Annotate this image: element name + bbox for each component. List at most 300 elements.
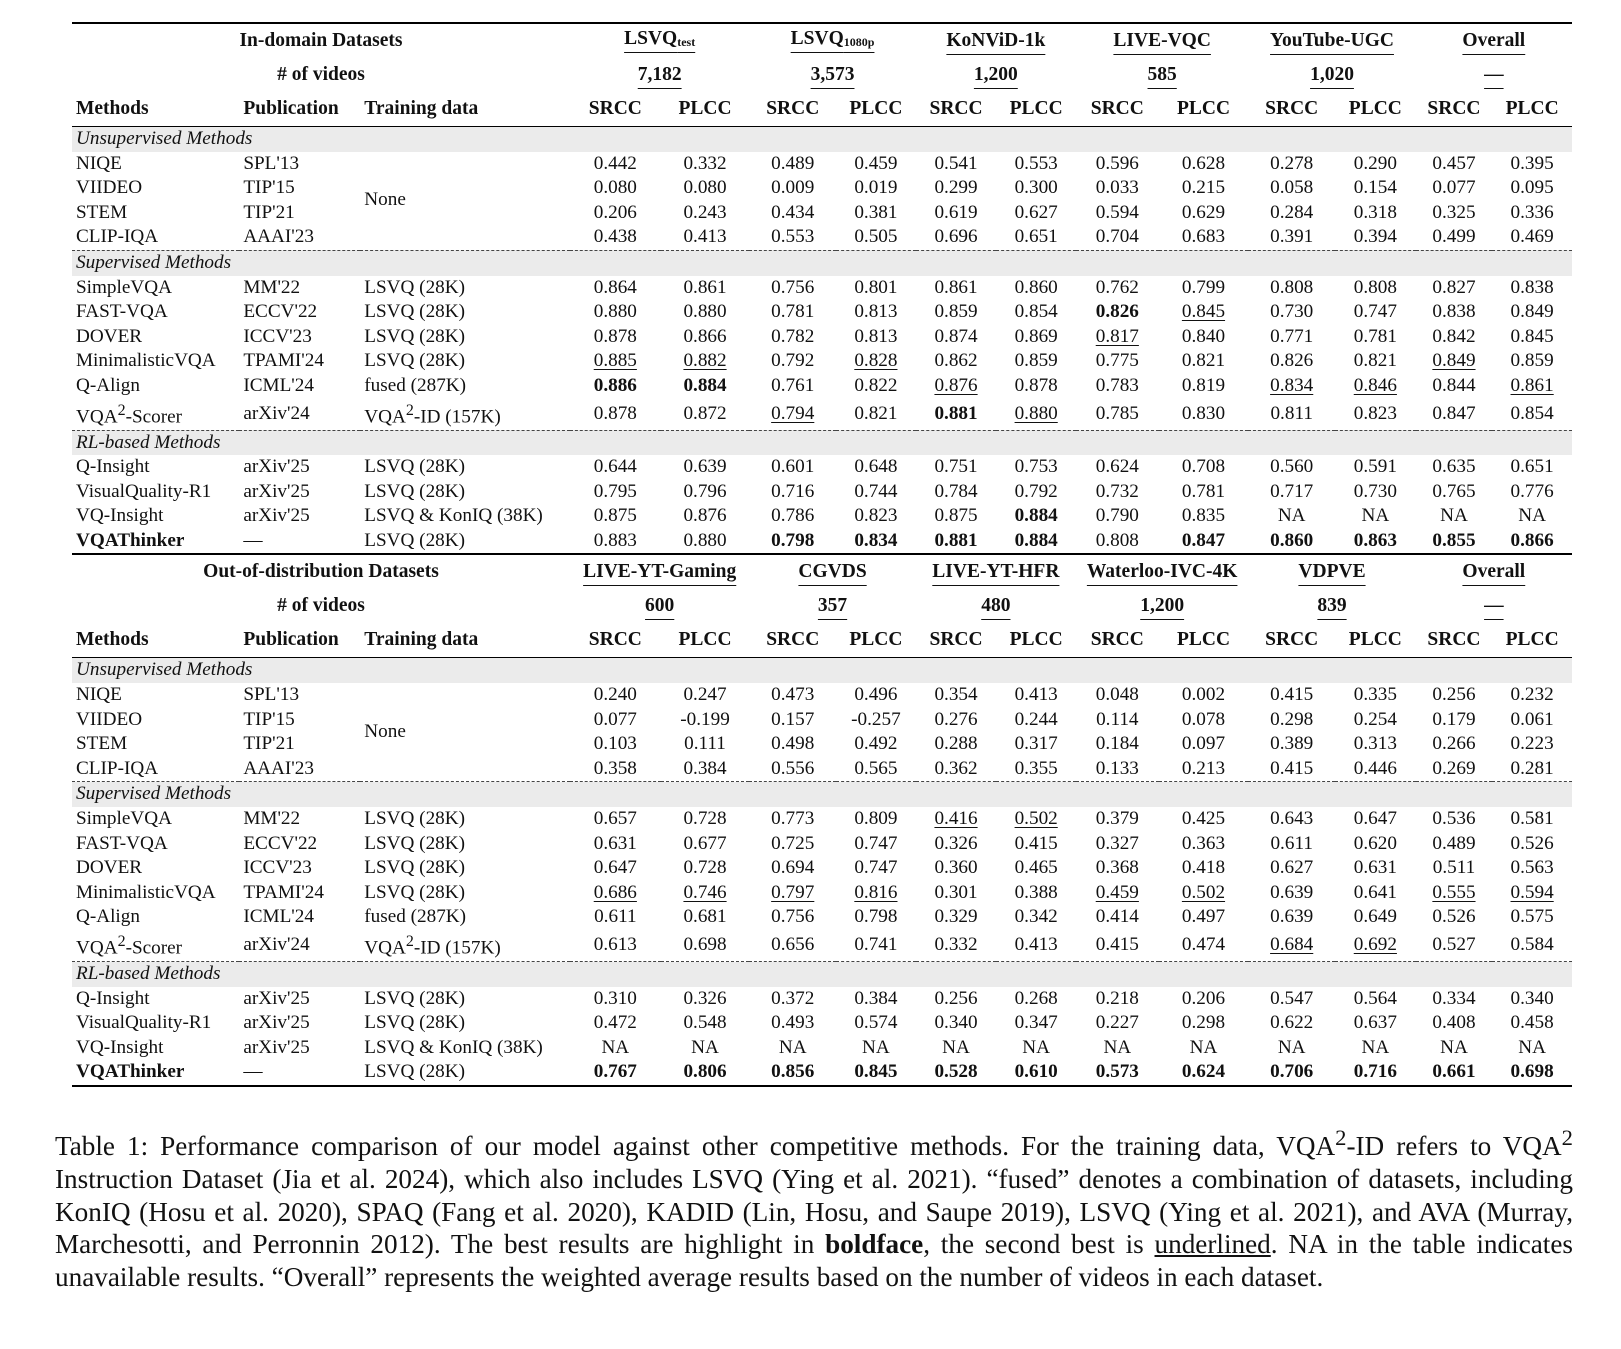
plcc-value: 0.849 xyxy=(1510,301,1554,323)
plcc-header: PLCC xyxy=(836,92,916,127)
plcc-value: 0.816 xyxy=(854,881,898,903)
method-name xyxy=(72,757,239,782)
srcc-value: 0.415 xyxy=(1095,934,1139,956)
table-row xyxy=(72,225,1572,250)
srcc-value: 0.773 xyxy=(771,808,815,830)
plcc-value: 0.753 xyxy=(1014,456,1058,478)
plcc-value: 0.575 xyxy=(1510,906,1554,928)
plcc-value: 0.332 xyxy=(683,152,727,174)
srcc-value: 0.556 xyxy=(771,757,815,779)
training-data xyxy=(360,1036,570,1061)
srcc-value: 0.627 xyxy=(1270,857,1314,879)
method-name xyxy=(72,807,239,832)
srcc-value: 0.553 xyxy=(771,226,815,248)
srcc-value: 0.781 xyxy=(771,301,815,323)
plcc-value: 0.835 xyxy=(1181,505,1226,527)
table-row xyxy=(72,399,1572,430)
table-row xyxy=(72,349,1572,374)
plcc-value: 0.553 xyxy=(1014,152,1058,174)
plcc-value: 0.078 xyxy=(1181,708,1226,730)
training-data: None xyxy=(364,720,406,742)
plcc-value: 0.232 xyxy=(1510,684,1554,706)
srcc-value: 0.278 xyxy=(1270,152,1314,174)
plcc-value: 0.861 xyxy=(1510,374,1554,396)
plcc-value: 0.413 xyxy=(1014,934,1058,956)
method-text: CLIP-IQA xyxy=(76,226,159,248)
srcc-value: 0.301 xyxy=(934,881,978,903)
training-text: VQA xyxy=(364,937,406,959)
plcc-header: PLCC xyxy=(1492,92,1572,127)
dataset-header xyxy=(1076,554,1248,589)
method-text: MinimalisticVQA xyxy=(76,350,216,372)
srcc-value: 0.696 xyxy=(934,226,978,248)
srcc-value: 0.114 xyxy=(1096,708,1139,730)
plcc-value: 0.781 xyxy=(1353,325,1397,347)
plcc-value: 0.880 xyxy=(1014,402,1058,424)
plcc-value: 0.465 xyxy=(1014,857,1058,879)
methods-header: Methods xyxy=(72,92,239,127)
plcc-value: 0.628 xyxy=(1181,152,1226,174)
srcc-value: 0.077 xyxy=(593,708,637,730)
group-label: Unsupervised Methods xyxy=(72,127,1572,152)
publication: TIP'15 xyxy=(243,708,295,730)
section-header-row xyxy=(72,554,1572,589)
srcc-value: 0.379 xyxy=(1095,808,1139,830)
plcc-value: 0.492 xyxy=(854,733,898,755)
section-header-row xyxy=(72,23,1572,58)
plcc-value: 0.830 xyxy=(1181,402,1226,424)
training-data xyxy=(360,807,570,832)
method-text: STEM xyxy=(76,201,128,223)
srcc-value: 0.541 xyxy=(934,152,978,174)
srcc-value: 0.457 xyxy=(1432,152,1476,174)
method-text: Q-Align xyxy=(76,906,140,928)
plcc-value: 0.413 xyxy=(1014,684,1058,706)
srcc-header: SRCC xyxy=(570,92,661,127)
plcc-value: 0.425 xyxy=(1181,808,1226,830)
plcc-value: 0.591 xyxy=(1353,456,1397,478)
srcc-value: 0.761 xyxy=(771,374,815,396)
srcc-value: 0.498 xyxy=(771,733,815,755)
table-row xyxy=(72,757,1572,782)
plcc-value: 0.594 xyxy=(1510,881,1554,903)
table-row xyxy=(72,881,1572,906)
srcc-value: 0.611 xyxy=(1270,832,1313,854)
dataset-name: VDPVE xyxy=(1298,561,1366,583)
srcc-value: 0.786 xyxy=(771,505,815,527)
plcc-value: 0.505 xyxy=(854,226,898,248)
srcc-value: 0.601 xyxy=(771,456,815,478)
srcc-value: 0.033 xyxy=(1095,177,1139,199)
dataset-name: Overall xyxy=(1462,561,1526,583)
method-name xyxy=(72,856,239,881)
plcc-value: 0.111 xyxy=(684,733,726,755)
training-data xyxy=(360,856,570,881)
srcc-value: 0.811 xyxy=(1270,402,1313,424)
plcc-value: 0.019 xyxy=(854,177,898,199)
method-name xyxy=(72,201,239,226)
training-data xyxy=(360,504,570,529)
srcc-header: SRCC xyxy=(570,623,661,658)
publication: AAAI'23 xyxy=(243,757,314,779)
srcc-value: 0.334 xyxy=(1432,987,1476,1009)
srcc-value: 0.329 xyxy=(934,906,978,928)
srcc-value: 0.438 xyxy=(593,226,637,248)
plcc-value: 0.813 xyxy=(854,301,898,323)
dataset-name: KoNViD-1k xyxy=(946,29,1046,51)
plcc-value: 0.884 xyxy=(996,529,1076,555)
plcc-value: 0.244 xyxy=(1014,708,1058,730)
srcc-value: 0.528 xyxy=(916,1060,997,1086)
training-text: LSVQ & KonIQ (38K) xyxy=(364,505,543,527)
srcc-value: 0.643 xyxy=(1270,808,1314,830)
srcc-value: 0.511 xyxy=(1432,857,1476,879)
method-name xyxy=(72,1060,239,1086)
plcc-value: 0.806 xyxy=(661,1060,750,1086)
plcc-value: -0.257 xyxy=(851,708,901,730)
training-text: LSVQ (28K) xyxy=(364,276,466,298)
method-text: Q-Align xyxy=(76,374,140,396)
plcc-value: 0.061 xyxy=(1510,708,1554,730)
method-tail: -Scorer xyxy=(125,405,183,427)
plcc-value: 0.847 xyxy=(1159,529,1249,555)
plcc-value: 0.882 xyxy=(683,350,727,372)
training-text: LSVQ (28K) xyxy=(364,350,466,372)
srcc-value: 0.771 xyxy=(1270,325,1314,347)
method-text: VQAThinker xyxy=(76,529,185,551)
plcc-value: 0.741 xyxy=(854,934,898,956)
training-text: LSVQ (28K) xyxy=(364,1061,466,1083)
plcc-value: 0.866 xyxy=(683,325,727,347)
srcc-value: 0.864 xyxy=(593,276,637,298)
plcc-value: 0.698 xyxy=(1492,1060,1572,1086)
dataset-header xyxy=(1076,23,1248,58)
video-count: — xyxy=(1484,595,1504,617)
srcc-value: 0.489 xyxy=(1432,832,1476,854)
plcc-header: PLCC xyxy=(661,623,750,658)
srcc-value: 0.765 xyxy=(1432,480,1476,502)
plcc-value: 0.313 xyxy=(1353,733,1397,755)
training-data xyxy=(360,455,570,480)
plcc-value: 0.747 xyxy=(1353,301,1397,323)
plcc-value: 0.838 xyxy=(1510,276,1554,298)
video-count: 7,182 xyxy=(637,63,682,85)
srcc-value: 0.881 xyxy=(934,402,978,424)
srcc-value: 0.849 xyxy=(1432,350,1476,372)
srcc-value: 0.372 xyxy=(771,987,815,1009)
plcc-header: PLCC xyxy=(996,623,1076,658)
publication: arXiv'25 xyxy=(243,480,310,502)
plcc-value: NA xyxy=(1361,1036,1390,1058)
srcc-header: SRCC xyxy=(749,92,836,127)
video-count: 1,200 xyxy=(1140,595,1185,617)
srcc-value: 0.797 xyxy=(771,881,815,903)
srcc-value: 0.756 xyxy=(771,276,815,298)
table-caption: Table 1: Performance comparison of our model against other competitive methods. For the training data, VQA$^2$-ID refers to VQA$^2$ Instruction Dataset (Jia et al. 2024), which also includes LSVQ (Ying et al. 2021). “fused” denotes a combination of datasets, including KonIQ (Hosu et al. 2020), SPAQ (Fang et al. 2020), KADID (Lin, Hosu, and Saupe 2019), LSVQ (Ying et al. 2021), and AVA (Murray, Marchesotti, and Perronnin 2012). The best results are highlight in boldface, the second best is underlined. NA in the table indicates unavailable results. “Overall” represents the weighted average results based on the number of videos in each dataset. xyxy=(55,1125,1573,1293)
plcc-value: 0.819 xyxy=(1181,374,1226,396)
srcc-header: SRCC xyxy=(1248,92,1335,127)
srcc-value: 0.730 xyxy=(1270,301,1314,323)
srcc-value: 0.826 xyxy=(1270,350,1314,372)
plcc-value: 0.866 xyxy=(1492,529,1572,555)
plcc-value: 0.822 xyxy=(854,374,898,396)
plcc-value: 0.647 xyxy=(1353,808,1397,830)
publication: ICML'24 xyxy=(243,374,314,396)
srcc-value: 0.684 xyxy=(1270,934,1314,956)
videos-label: # of videos xyxy=(277,595,365,617)
srcc-value: 0.798 xyxy=(749,529,836,555)
publication: TPAMI'24 xyxy=(243,350,324,372)
dataset-name: CGVDS xyxy=(798,561,867,583)
table-row xyxy=(72,1011,1572,1036)
table-row xyxy=(72,480,1572,505)
plcc-value: 0.834 xyxy=(836,529,916,555)
plcc-value: 0.347 xyxy=(1014,1012,1058,1034)
table-row xyxy=(72,987,1572,1012)
plcc-value: 0.610 xyxy=(996,1060,1076,1086)
srcc-header: SRCC xyxy=(916,623,997,658)
plcc-header: PLCC xyxy=(1335,92,1416,127)
srcc-value: 0.596 xyxy=(1095,152,1139,174)
plcc-value: 0.363 xyxy=(1181,832,1226,854)
srcc-value: 0.103 xyxy=(593,733,637,755)
plcc-value: 0.854 xyxy=(1510,402,1554,424)
training-data xyxy=(360,881,570,906)
training-data xyxy=(360,529,570,555)
method-text: FAST-VQA xyxy=(76,301,168,323)
srcc-value: 0.360 xyxy=(934,857,978,879)
plcc-value: 0.651 xyxy=(1014,226,1058,248)
method-name xyxy=(72,300,239,325)
method-name xyxy=(72,480,239,505)
plcc-value: 0.318 xyxy=(1353,201,1397,223)
method-name xyxy=(72,152,239,177)
method-name xyxy=(72,732,239,757)
srcc-value: 0.826 xyxy=(1095,301,1139,323)
publication: TIP'21 xyxy=(243,733,295,755)
srcc-header: SRCC xyxy=(1416,623,1493,658)
table-row xyxy=(72,732,1572,757)
training-data xyxy=(360,374,570,399)
plcc-value: 0.823 xyxy=(854,505,898,527)
srcc-value: 0.368 xyxy=(1095,857,1139,879)
dataset-header xyxy=(1416,23,1572,58)
method-name xyxy=(72,832,239,857)
plcc-value: 0.563 xyxy=(1510,857,1554,879)
srcc-value: 0.635 xyxy=(1432,456,1476,478)
plcc-value: 0.418 xyxy=(1181,857,1226,879)
srcc-header: SRCC xyxy=(1076,623,1159,658)
plcc-value: 0.861 xyxy=(683,276,727,298)
plcc-value: NA xyxy=(1189,1036,1218,1058)
plcc-value: 0.526 xyxy=(1510,832,1554,854)
srcc-value: 0.206 xyxy=(593,201,637,223)
srcc-value: 0.080 xyxy=(593,177,637,199)
srcc-value: 0.408 xyxy=(1432,1012,1476,1034)
srcc-value: 0.179 xyxy=(1432,708,1476,730)
method-name xyxy=(72,276,239,301)
training-header: Training data xyxy=(360,623,570,658)
srcc-value: 0.756 xyxy=(771,906,815,928)
group-label-row xyxy=(72,250,1572,275)
method-text: Q-Insight xyxy=(76,456,150,478)
srcc-value: 0.611 xyxy=(594,906,637,928)
dataset-header xyxy=(916,554,1076,589)
plcc-value: 0.746 xyxy=(683,881,727,903)
plcc-value: 0.247 xyxy=(683,684,727,706)
srcc-value: 0.794 xyxy=(771,402,815,424)
srcc-value: 0.834 xyxy=(1270,374,1314,396)
srcc-value: 0.415 xyxy=(1270,757,1314,779)
publication: arXiv'25 xyxy=(243,1036,310,1058)
method-name xyxy=(72,374,239,399)
plcc-value: 0.776 xyxy=(1510,480,1554,502)
video-count: 3,573 xyxy=(810,63,855,85)
table-row xyxy=(72,930,1572,961)
srcc-value: 0.622 xyxy=(1270,1012,1314,1034)
srcc-value: 0.269 xyxy=(1432,757,1476,779)
training-data xyxy=(360,152,570,177)
srcc-value: 0.639 xyxy=(1270,906,1314,928)
srcc-value: 0.883 xyxy=(570,529,661,555)
plcc-value: 0.863 xyxy=(1335,529,1416,555)
plcc-value: 0.095 xyxy=(1510,177,1554,199)
video-count: 585 xyxy=(1147,63,1177,85)
training-text: LSVQ (28K) xyxy=(364,325,466,347)
training-data xyxy=(360,757,570,782)
training-text: LSVQ (28K) xyxy=(364,808,466,830)
method-name xyxy=(72,987,239,1012)
method-name xyxy=(72,529,239,555)
dataset-header xyxy=(749,554,915,589)
srcc-value: 0.240 xyxy=(593,684,637,706)
srcc-value: 0.389 xyxy=(1270,733,1314,755)
srcc-value: 0.855 xyxy=(1416,529,1493,555)
srcc-value: 0.717 xyxy=(1270,480,1314,502)
srcc-value: 0.861 xyxy=(934,276,978,298)
srcc-value: NA xyxy=(1440,505,1468,527)
dataset-subscript: test xyxy=(677,35,696,50)
method-name xyxy=(72,176,239,201)
training-data: None xyxy=(364,189,406,211)
plcc-value: 0.860 xyxy=(1014,276,1058,298)
srcc-value: 0.838 xyxy=(1432,301,1476,323)
training-data xyxy=(360,325,570,350)
videos-label: # of videos xyxy=(277,63,365,85)
plcc-header: PLCC xyxy=(1335,623,1416,658)
training-data xyxy=(360,1011,570,1036)
srcc-value: 0.639 xyxy=(1270,881,1314,903)
training-data xyxy=(360,1060,570,1086)
srcc-value: 0.785 xyxy=(1095,402,1139,424)
table-row xyxy=(72,325,1572,350)
column-header-row xyxy=(72,623,1572,658)
method-text: DOVER xyxy=(76,325,143,347)
plcc-value: 0.648 xyxy=(854,456,898,478)
plcc-value: 0.474 xyxy=(1181,934,1226,956)
plcc-value: 0.243 xyxy=(683,201,727,223)
method-text: SimpleVQA xyxy=(76,808,172,830)
srcc-value: 0.256 xyxy=(1432,684,1476,706)
srcc-value: 0.725 xyxy=(771,832,815,854)
dataset-name: Waterloo-IVC-4K xyxy=(1086,561,1238,583)
method-text: Q-Insight xyxy=(76,987,150,1009)
publication: AAAI'23 xyxy=(243,226,314,248)
plcc-value: 0.878 xyxy=(1014,374,1058,396)
srcc-value: 0.644 xyxy=(593,456,637,478)
srcc-value: 0.716 xyxy=(771,480,815,502)
training-data xyxy=(360,399,570,430)
srcc-value: 0.227 xyxy=(1095,1012,1139,1034)
publication: ICCV'23 xyxy=(243,857,312,879)
plcc-value: 0.649 xyxy=(1353,906,1397,928)
plcc-value: 0.808 xyxy=(1353,276,1397,298)
plcc-value: 0.801 xyxy=(854,276,898,298)
group-label-row xyxy=(72,782,1572,807)
plcc-value: 0.859 xyxy=(1510,350,1554,372)
training-text: LSVQ (28K) xyxy=(364,857,466,879)
plcc-value: 0.381 xyxy=(854,201,898,223)
method-name xyxy=(72,399,239,430)
plcc-value: 0.876 xyxy=(683,505,727,527)
srcc-value: 0.827 xyxy=(1432,276,1476,298)
srcc-value: NA xyxy=(1277,505,1306,527)
section-title: In-domain Datasets xyxy=(72,23,570,58)
publication: arXiv'25 xyxy=(243,987,310,1009)
publication: ECCV'22 xyxy=(243,301,318,323)
method-text: VQA xyxy=(76,937,118,959)
section-title: Out-of-distribution Datasets xyxy=(72,554,570,589)
method-text: VisualQuality-R1 xyxy=(76,480,212,502)
plcc-value: 0.796 xyxy=(683,480,727,502)
video-count: 1,020 xyxy=(1310,63,1354,85)
publication: — xyxy=(239,1060,360,1086)
training-text: LSVQ (28K) xyxy=(364,301,466,323)
training-text: LSVQ (28K) xyxy=(364,987,466,1009)
srcc-value: 0.885 xyxy=(593,350,637,372)
plcc-value: 0.677 xyxy=(683,832,727,854)
plcc-value: 0.747 xyxy=(854,832,898,854)
plcc-value: 0.574 xyxy=(854,1012,898,1034)
srcc-value: 0.860 xyxy=(1248,529,1335,555)
plcc-value: 0.342 xyxy=(1014,906,1058,928)
srcc-value: 0.817 xyxy=(1095,325,1139,347)
srcc-value: 0.886 xyxy=(593,374,637,396)
method-text: STEM xyxy=(76,733,128,755)
srcc-value: 0.327 xyxy=(1095,832,1139,854)
plcc-value: 0.268 xyxy=(1014,987,1058,1009)
group-label-row xyxy=(72,962,1572,987)
srcc-value: 0.288 xyxy=(934,733,978,755)
srcc-value: 0.547 xyxy=(1270,987,1314,1009)
plcc-value: 0.564 xyxy=(1353,987,1397,1009)
plcc-value: 0.154 xyxy=(1353,177,1397,199)
srcc-value: 0.058 xyxy=(1270,177,1314,199)
training-header: Training data xyxy=(360,92,570,127)
srcc-value: 0.354 xyxy=(934,684,978,706)
plcc-value: 0.384 xyxy=(683,757,727,779)
column-header-row xyxy=(72,92,1572,127)
table-row xyxy=(72,708,1572,733)
plcc-value: 0.206 xyxy=(1181,987,1226,1009)
srcc-value: 0.218 xyxy=(1095,987,1139,1009)
plcc-value: 0.872 xyxy=(683,402,727,424)
srcc-value: 0.332 xyxy=(934,934,978,956)
method-text: NIQE xyxy=(76,684,122,706)
table-row xyxy=(72,905,1572,930)
dataset-header xyxy=(916,23,1076,58)
plcc-value: 0.413 xyxy=(683,226,727,248)
